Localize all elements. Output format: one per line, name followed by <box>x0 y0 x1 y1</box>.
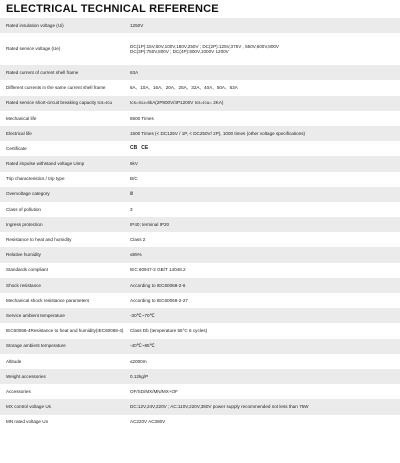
spec-row <box>0 156 400 171</box>
spec-value-line: 1500 Times (< DC125V / 1P, < DC250V/ 2P), 1000 times (other voltage specifications) <box>130 130 306 136</box>
spec-label: Storage ambient temperature <box>0 339 128 354</box>
spec-row <box>0 308 400 323</box>
spec-value-line: 3 <box>130 206 133 212</box>
spec-value-line: Ⅲ <box>130 191 134 197</box>
spec-value <box>128 65 400 80</box>
spec-value <box>128 369 400 384</box>
spec-value-line: DC:12V,24V,220V ; AC:110V,220V,380V power supply recommended not less than 75W <box>130 404 309 410</box>
spec-label: Rated current of current shell frame <box>0 65 128 80</box>
spec-row <box>0 141 400 156</box>
spec-row <box>0 202 400 217</box>
spec-row <box>0 232 400 247</box>
spec-table-body <box>0 18 400 430</box>
spec-row <box>0 263 400 278</box>
section-title: ELECTRICAL TECHNICAL REFERENCE <box>6 3 219 15</box>
spec-value <box>128 308 400 323</box>
spec-value-line: 1250V <box>130 22 144 28</box>
spec-value-line: 0.12kg/P <box>130 373 149 379</box>
spec-value-line: OF/SD/MX/MN/MX+OF <box>130 388 178 394</box>
spec-row <box>0 278 400 293</box>
spec-row <box>0 33 400 65</box>
spec-label: Certificate <box>0 141 128 156</box>
spec-label: Different currents in the same current shell frame <box>0 80 128 95</box>
certification-mark-cb: CB <box>130 145 138 152</box>
spec-value <box>128 247 400 262</box>
spec-value <box>128 217 400 232</box>
spec-label: Ingress protection <box>0 217 128 232</box>
spec-row <box>0 126 400 141</box>
spec-value-line: IEC 60947-2 GB/T 14048.2 <box>130 267 186 273</box>
spec-value <box>128 399 400 414</box>
spec-row <box>0 172 400 187</box>
spec-value <box>128 33 400 65</box>
spec-label: Service ambient temperature <box>0 308 128 323</box>
spec-value <box>128 172 400 187</box>
spec-row <box>0 65 400 80</box>
spec-label: Electrical life <box>0 126 128 141</box>
spec-value <box>128 126 400 141</box>
spec-label: Class of pollution <box>0 202 128 217</box>
spec-value-line: IP40; terminal IP20 <box>130 221 170 227</box>
spec-row <box>0 415 400 430</box>
spec-label: Weight accessories <box>0 369 128 384</box>
spec-row <box>0 111 400 126</box>
spec-value-line: Class 2 <box>130 237 146 243</box>
spec-value-line: AC220V AC380V <box>130 419 166 425</box>
spec-row <box>0 399 400 414</box>
spec-value <box>128 384 400 399</box>
spec-row <box>0 293 400 308</box>
spec-value-line: 8500 Times <box>130 115 154 121</box>
spec-label: Standards compliant <box>0 263 128 278</box>
spec-row <box>0 187 400 202</box>
spec-row <box>0 18 400 33</box>
spec-value <box>128 263 400 278</box>
spec-label: Altitude <box>0 354 128 369</box>
spec-label: Shock resistance <box>0 278 128 293</box>
spec-value <box>128 339 400 354</box>
spec-label: Rated impulse withstand voltage Uimp <box>0 156 128 171</box>
spec-value <box>128 354 400 369</box>
spec-value <box>128 156 400 171</box>
spec-value-line: 63A <box>130 69 139 75</box>
spec-value-line: DC(1P):15V,60V,100V,180V,250V ; DC(2P):125V,375V , 550V,600V,800V <box>130 43 279 49</box>
spec-label: Accessories <box>0 384 128 399</box>
spec-label: IEC60068-4Resistance to heat and humidity(IEC60068-4) <box>0 323 128 338</box>
spec-row <box>0 384 400 399</box>
spec-value <box>128 187 400 202</box>
spec-value <box>128 111 400 126</box>
spec-value <box>128 80 400 95</box>
spec-value <box>128 415 400 430</box>
spec-value-line: ≤2000m <box>130 358 147 364</box>
certification-mark-ce: CE <box>141 145 149 152</box>
spec-label: Mechanical life <box>0 111 128 126</box>
spec-value-line: Ics=Icu=6kA(2P800V/4P1200V Ics=Icu= 2KA) <box>130 100 224 106</box>
spec-value-line: -30℃~70℃ <box>130 312 155 318</box>
spec-row <box>0 247 400 262</box>
spec-value-line: According to IEC60068-2-27 <box>130 297 188 303</box>
spec-value-line: 6kV <box>130 161 138 167</box>
spec-value <box>128 96 400 111</box>
spec-value <box>128 278 400 293</box>
spec-label: Relative humidity <box>0 247 128 262</box>
spec-label: Rated service voltage (Ue) <box>0 33 128 65</box>
spec-row <box>0 80 400 95</box>
spec-table <box>0 18 400 430</box>
spec-label: Trip characteristics / trip type <box>0 172 128 187</box>
spec-value-line: According to IEC60068-2-6 <box>130 282 186 288</box>
spec-value-line: DC(3P):750V,800V ; DC(4P):800V,1000V 1200V <box>130 49 229 55</box>
spec-value <box>128 323 400 338</box>
spec-row <box>0 323 400 338</box>
spec-label: Resistance to heat and humidity <box>0 232 128 247</box>
spec-value-line: Class Db (temperature 55°C 6 cycles) <box>130 328 208 334</box>
spec-row <box>0 354 400 369</box>
spec-row <box>0 96 400 111</box>
spec-row <box>0 339 400 354</box>
spec-row <box>0 369 400 384</box>
spec-value <box>128 18 400 33</box>
spec-value-line: 6A、10A、16A、20A、25A、32A、40A、50A、63A <box>130 85 238 91</box>
spec-label: MX control voltage Us <box>0 399 128 414</box>
spec-label: Mechanical shock resistance parameters <box>0 293 128 308</box>
spec-label: Rated service short-circuit breaking capacity Ics=Icu <box>0 96 128 111</box>
spec-label: Rated insulation voltage (Ui) <box>0 18 128 33</box>
spec-label: MN rated voltage Un <box>0 415 128 430</box>
spec-value-line: B/C <box>130 176 138 182</box>
spec-value <box>128 202 400 217</box>
spec-row <box>0 217 400 232</box>
spec-value <box>128 232 400 247</box>
spec-value-line: -40℃~85℃ <box>130 343 155 349</box>
spec-value <box>128 141 400 156</box>
spec-label: Overvoltage category <box>0 187 128 202</box>
spec-value <box>128 293 400 308</box>
spec-value-line: ≤95% <box>130 252 142 258</box>
